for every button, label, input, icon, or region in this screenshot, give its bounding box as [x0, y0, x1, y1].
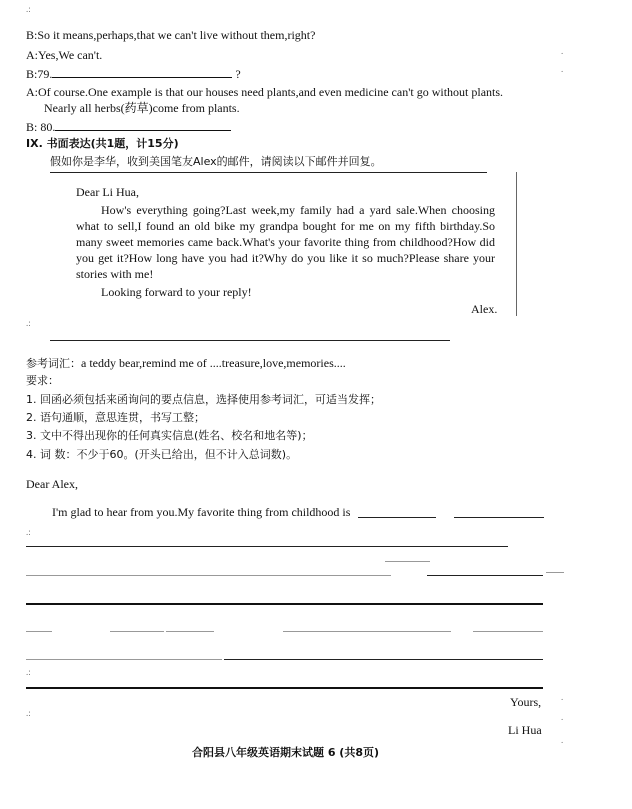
dialogue-b3 [26, 120, 231, 134]
dialogue-a1: A:Yes,We can't. [26, 48, 103, 62]
reference-label: 参考词汇： [26, 357, 81, 370]
requirement-item: 2. 语句通顺，意思连贯，书写工整； [26, 411, 205, 424]
page-footer: 合阳县八年级英语期末试题 6 (共8页) [192, 746, 380, 759]
dialogue-a2-line1: A:Of course.One example is that our houses need plants,and even medicine can't go without plants. [26, 85, 504, 99]
writing-line[interactable] [473, 631, 543, 632]
margin-mark: . [561, 692, 564, 702]
writing-line[interactable] [546, 572, 564, 573]
margin-mark: . [561, 64, 564, 74]
dialogue-b2-prefix: B:79. [26, 67, 53, 81]
section-instruction: 假如你是李华，收到美国笔友Alex的邮件，请阅读以下邮件并回复。 [50, 155, 382, 168]
paragraph-mark: .: [26, 4, 31, 14]
writing-line[interactable] [26, 631, 52, 632]
instruction-underline [50, 172, 487, 173]
writing-line[interactable] [26, 687, 543, 689]
reply-closing: Yours, [510, 695, 542, 709]
requirement-item: 3. 文中不得出现你的任何真实信息(姓名、校名和地名等)； [26, 429, 313, 442]
writing-line[interactable] [283, 631, 451, 632]
writing-line[interactable] [427, 575, 543, 576]
reply-opening [52, 505, 350, 519]
letter-signature: Alex. [471, 302, 498, 316]
letter-greeting: Dear Li Hua, [76, 185, 139, 199]
dialogue-b3-prefix: B: 80. [26, 120, 56, 134]
requirements-label: 要求： [26, 374, 59, 387]
section-title: IX. 书面表达(共1题，计15分) [26, 137, 179, 150]
writing-line[interactable] [224, 659, 543, 660]
letter-closing: Looking forward to your reply! [101, 285, 252, 299]
reply-greeting: Dear Alex, [26, 477, 78, 491]
separator-line [50, 340, 450, 341]
dialogue-b2-suffix: ? [235, 67, 241, 81]
writing-line[interactable] [26, 659, 222, 660]
requirement-item: 1. 回函必须包括来函询问的要点信息，选择使用参考词汇，可适当发挥； [26, 393, 381, 406]
writing-line[interactable] [166, 631, 214, 632]
letter-body: How's everything going?Last week,my family had a yard sale.When choosing what to sell,I found an old bike my grandpa bought for me on my fifth birthday.So many sweet memories came back.What's your favorite thing from childhood?How did you get it?How long have you had it?Why do you like it so much?Please share your stories with me! [76, 203, 495, 281]
paragraph-mark: .: [26, 318, 31, 328]
dialogue-b2 [26, 67, 241, 81]
letter-border [516, 172, 517, 316]
paragraph-mark: .: [26, 527, 31, 537]
dialogue-b1: B:So it means,perhaps,that we can't live without them,right? [26, 28, 316, 42]
margin-mark: . [561, 712, 564, 722]
writing-blank[interactable] [454, 517, 544, 518]
writing-line[interactable] [110, 631, 164, 632]
paragraph-mark: .: [26, 667, 31, 677]
paragraph-mark: .: [26, 708, 31, 718]
writing-line[interactable] [26, 575, 391, 576]
writing-line[interactable] [26, 603, 543, 605]
dialogue-a2-line2: Nearly all herbs(药草)come from plants. [44, 101, 240, 115]
reply-opening-text: I'm glad to hear from you.My favorite thing from childhood is [52, 505, 351, 519]
answer-blank-79[interactable] [52, 67, 232, 78]
reply-name: Li Hua [508, 723, 542, 737]
margin-mark: . [561, 735, 564, 745]
reference-vocab [26, 356, 346, 371]
margin-mark: . [561, 46, 564, 56]
writing-line[interactable] [26, 546, 508, 547]
answer-blank-80[interactable] [55, 120, 231, 131]
writing-line[interactable] [385, 561, 430, 562]
reference-words: a teddy bear,remind me of ....treasure,love,memories.... [81, 356, 346, 370]
requirement-item: 4. 词 数：不少于60。(开头已给出，但不计入总词数)。 [26, 448, 298, 461]
writing-blank[interactable] [358, 517, 436, 518]
